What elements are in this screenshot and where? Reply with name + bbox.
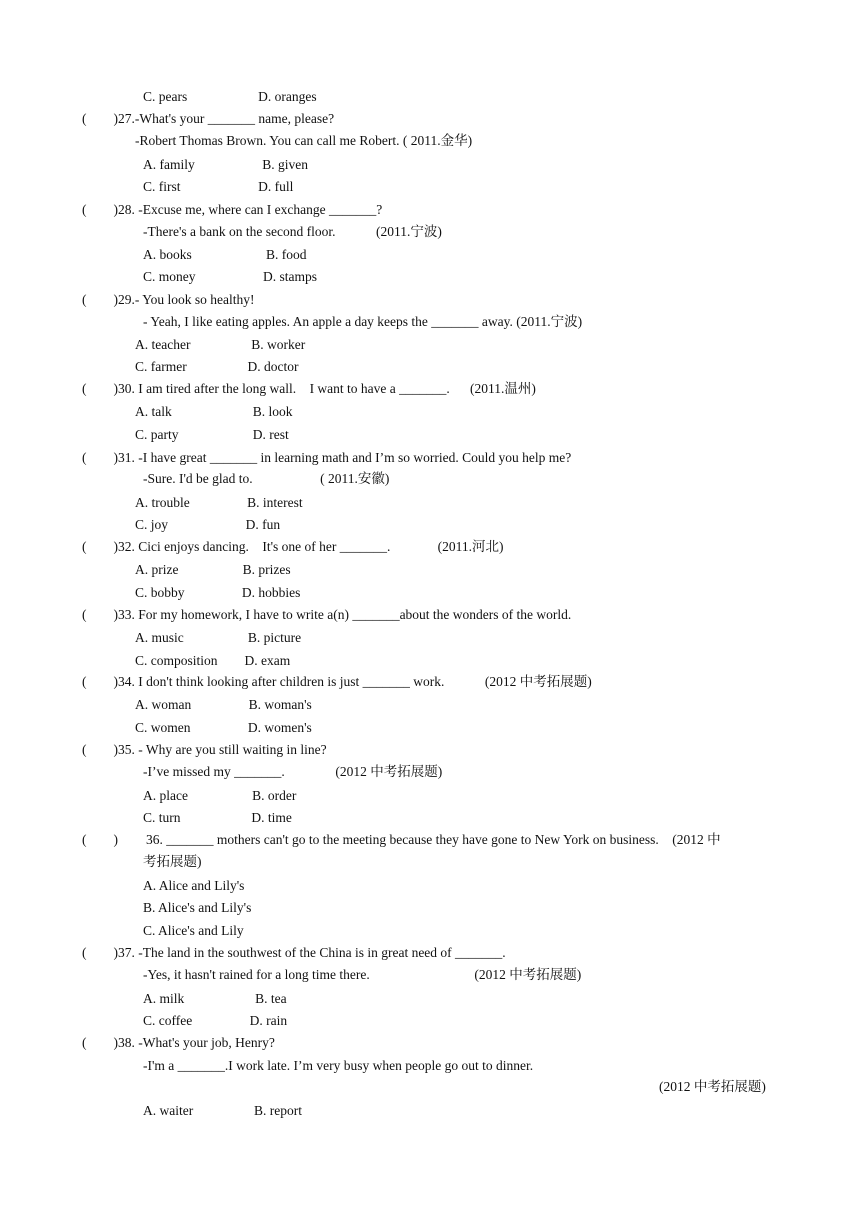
option-line: C. joy D. fun	[135, 517, 281, 532]
dialogue-line: -Robert Thomas Brown. You can call me Robert. ( 2011.金华)	[135, 133, 473, 148]
dialogue-line: -There's a bank on the second floor. (2011.宁波)	[143, 224, 442, 239]
question-line: 34. I don't think looking after children is just _______ work. (2012 中考拓展题)	[118, 674, 592, 689]
source-tag: (2012 中考拓展题)	[659, 1079, 766, 1094]
option-line: C. Alice's and Lily	[143, 923, 244, 938]
question-line: 29.- You look so healthy!	[118, 292, 255, 307]
option-line: C. farmer D. doctor	[135, 359, 299, 374]
option-line: C. money D. stamps	[143, 269, 317, 284]
answer-blank: ( )	[82, 450, 118, 465]
option-line: A. milk B. tea	[143, 991, 287, 1006]
option-line: A. talk B. look	[135, 404, 293, 419]
answer-blank: ( )	[82, 674, 118, 689]
option-line: C. first D. full	[143, 179, 294, 194]
answer-blank: ( )	[82, 111, 118, 126]
question-line: 33. For my homework, I have to write a(n) _______about the wonders of the world.	[118, 607, 572, 622]
question-line: 37. -The land in the southwest of the China is in great need of _______.	[118, 945, 506, 960]
dialogue-line: -Yes, it hasn't rained for a long time there. (2012 中考拓展题)	[143, 967, 582, 982]
option-line: C. women D. women's	[135, 720, 312, 735]
question-line: 31. -I have great _______ in learning math and I’m so worried. Could you help me?	[118, 450, 572, 465]
option-line: A. Alice and Lily's	[143, 878, 245, 893]
option-line: C. party D. rest	[135, 427, 289, 442]
option-line: C. turn D. time	[143, 810, 292, 825]
option-line: A. place B. order	[143, 788, 297, 803]
answer-blank: ( )	[82, 607, 118, 622]
answer-blank: ( )	[82, 832, 118, 847]
option-line: B. Alice's and Lily's	[143, 900, 252, 915]
option-line: A. trouble B. interest	[135, 495, 303, 510]
dialogue-line: -I'm a _______.I work late. I’m very busy when people go out to dinner.	[143, 1058, 534, 1073]
option-line: A. woman B. woman's	[135, 697, 312, 712]
option-line: A. prize B. prizes	[135, 562, 291, 577]
option-line: C. bobby D. hobbies	[135, 585, 301, 600]
dialogue-line: -I’ve missed my _______. (2012 中考拓展题)	[143, 764, 443, 779]
option-line: C. composition D. exam	[135, 653, 291, 668]
question-line: 36. _______ mothers can't go to the meeting because they have gone to New York on business. (2012 中	[146, 832, 721, 847]
option-line: C. pears D. oranges	[143, 89, 317, 104]
question-line: 32. Cici enjoys dancing. It's one of her _______. (2011.河北)	[118, 539, 504, 554]
question-line: 27.-What's your _______ name, please?	[118, 111, 335, 126]
answer-blank: ( )	[82, 292, 118, 307]
question-line: 35. - Why are you still waiting in line?	[118, 742, 327, 757]
answer-blank: ( )	[82, 381, 118, 396]
question-line: 28. -Excuse me, where can I exchange _______?	[118, 202, 383, 217]
option-line: C. coffee D. rain	[143, 1013, 288, 1028]
option-line: A. music B. picture	[135, 630, 302, 645]
question-line: 38. -What's your job, Henry?	[118, 1035, 275, 1050]
question-line: 30. I am tired after the long wall. I want to have a _______. (2011.温州)	[118, 381, 536, 396]
dialogue-line: -Sure. I'd be glad to. ( 2011.安徽)	[143, 471, 390, 486]
question-line-continued: 考拓展题)	[143, 854, 202, 869]
dialogue-line: - Yeah, I like eating apples. An apple a day keeps the _______ away. (2011.宁波)	[143, 314, 583, 329]
option-line: A. books B. food	[143, 247, 307, 262]
option-line: A. teacher B. worker	[135, 337, 306, 352]
option-line: A. waiter B. report	[143, 1103, 302, 1118]
answer-blank: ( )	[82, 945, 118, 960]
option-line: A. family B. given	[143, 157, 308, 172]
answer-blank: ( )	[82, 539, 118, 554]
answer-blank: ( )	[82, 202, 118, 217]
answer-blank: ( )	[82, 1035, 118, 1050]
answer-blank: ( )	[82, 742, 118, 757]
